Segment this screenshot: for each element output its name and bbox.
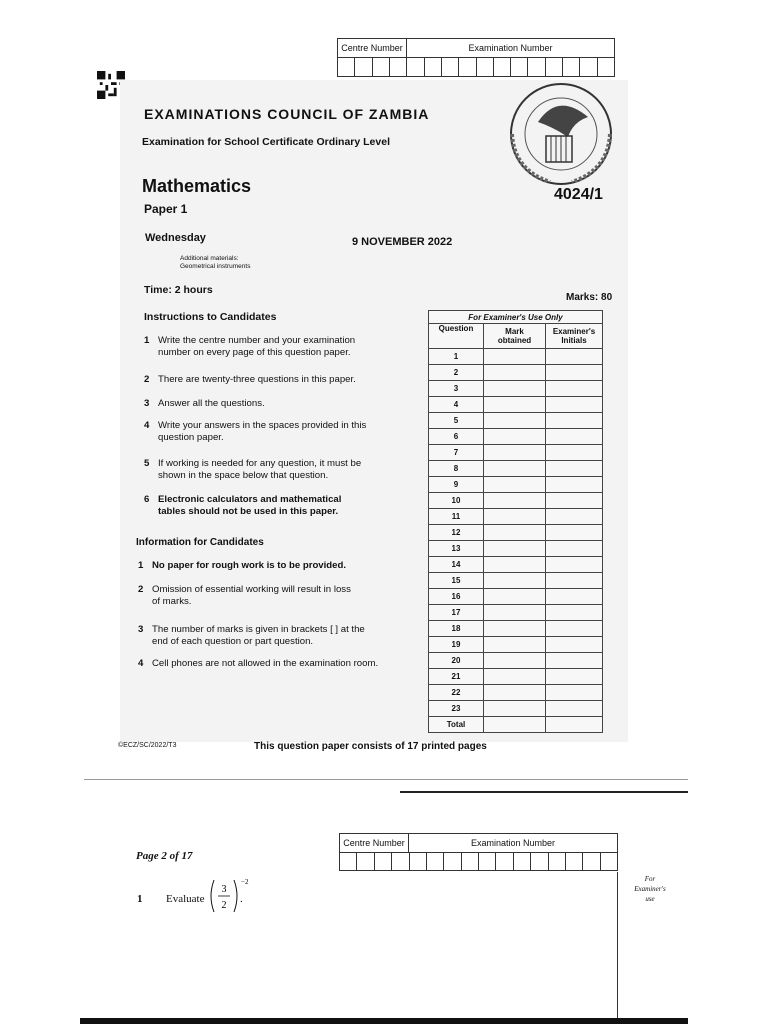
initials-cell[interactable] (546, 589, 603, 605)
examiner-table-row (429, 541, 603, 557)
question-number: 1 (137, 893, 143, 905)
examiner-table-row (429, 637, 603, 653)
cover-page (120, 80, 628, 742)
examiner-table-row (429, 621, 603, 637)
examiner-table-row (429, 653, 603, 669)
examiner-table-row (429, 557, 603, 573)
mark-cell[interactable] (484, 445, 546, 461)
examiner-table-row (429, 685, 603, 701)
initials-cell[interactable] (546, 621, 603, 637)
header-number-box (337, 38, 615, 77)
question-cell: 12 (429, 525, 484, 541)
information-item: 2 Omission of essential working will result in loss of marks. (138, 584, 351, 607)
examiner-table-row (429, 461, 603, 477)
mark-cell[interactable] (484, 621, 546, 637)
initials-cell[interactable] (546, 381, 603, 397)
initials-cell[interactable] (546, 413, 603, 429)
instruction-item: 1 Write the centre number and your examination number on every page of this question paper. (144, 335, 356, 358)
subject-title: Mathematics (142, 176, 252, 196)
initials-cell[interactable] (546, 685, 603, 701)
examiner-table-row (429, 509, 603, 525)
mark-cell[interactable] (484, 381, 546, 397)
question-cell: 9 (429, 477, 484, 493)
initials-cell[interactable] (546, 397, 603, 413)
question-cell: 6 (429, 429, 484, 445)
mark-cell[interactable] (484, 397, 546, 413)
examiner-margin-line (617, 872, 618, 1024)
examiner-use-note: For Examiner's use (634, 875, 666, 903)
bottom-edge-bar (80, 1018, 688, 1024)
examiner-table-row (429, 477, 603, 493)
examiner-table-row (429, 381, 603, 397)
exam-level: Examination for School Certificate Ordinary Level (142, 136, 390, 148)
information-item: 4 Cell phones are not allowed in the examination room. (138, 658, 379, 669)
examiner-table-total-row (429, 717, 603, 733)
paper-number: Paper 1 (144, 202, 188, 216)
examiner-table-caption: For Examiner's Use Only (429, 311, 603, 324)
initials-cell[interactable] (546, 701, 603, 717)
mark-cell[interactable] (484, 701, 546, 717)
information-item: 3 The number of marks is given in brackets [ ] at the end of each question or part question. (138, 624, 365, 647)
question-cell: 13 (429, 541, 484, 557)
council-name: EXAMINATIONS COUNCIL OF ZAMBIA (144, 106, 430, 122)
initials-cell[interactable] (546, 349, 603, 365)
initials-cell[interactable] (546, 573, 603, 589)
question-cell: 16 (429, 589, 484, 605)
initials-cell[interactable] (546, 653, 603, 669)
instruction-item: 3 Answer all the questions. (144, 398, 265, 409)
question-cell: 11 (429, 509, 484, 525)
instructions-heading: Instructions to Candidates (144, 311, 277, 323)
examiner-table-row (429, 573, 603, 589)
initials-cell[interactable] (546, 525, 603, 541)
additional-materials-label: Additional materials: (180, 255, 239, 262)
examiner-table-row (429, 493, 603, 509)
examiner-table-row (429, 397, 603, 413)
mark-cell[interactable] (484, 477, 546, 493)
examiner-table-row (429, 413, 603, 429)
question-cell: 23 (429, 701, 484, 717)
question-cell: 10 (429, 493, 484, 509)
initials-cell[interactable] (546, 509, 603, 525)
question-cell: 19 (429, 637, 484, 653)
centre-number-label: Centre Number (340, 834, 409, 852)
page-divider (400, 791, 688, 793)
question-cell: 15 (429, 573, 484, 589)
question-cell: 14 (429, 557, 484, 573)
initials-cell[interactable] (546, 477, 603, 493)
examiner-table-row (429, 365, 603, 381)
council-seal-icon (498, 82, 624, 194)
total-marks: Marks: 80 (566, 292, 613, 303)
initials-cell[interactable] (546, 461, 603, 477)
page2-number-box (339, 833, 618, 871)
exam-date: 9 NOVEMBER 2022 (352, 236, 453, 248)
mark-cell[interactable] (484, 365, 546, 381)
initials-cell[interactable] (546, 445, 603, 461)
mark-cell[interactable] (484, 349, 546, 365)
initials-cell[interactable] (546, 669, 603, 685)
total-mark-cell[interactable] (484, 717, 546, 733)
total-initials-cell[interactable] (546, 717, 603, 733)
instruction-item: 2 There are twenty-three questions in this paper. (144, 374, 356, 385)
question-cell: 17 (429, 605, 484, 621)
number-cells[interactable] (338, 58, 614, 76)
examination-number-label: Examination Number (468, 43, 553, 53)
examiner-table-row (429, 669, 603, 685)
mark-cell[interactable] (484, 509, 546, 525)
question-cell: 21 (429, 669, 484, 685)
fraction-denominator: 2 (221, 900, 227, 911)
exam-day: Wednesday (145, 232, 206, 244)
col-initials: Examiner's Initials (546, 324, 603, 349)
question-cell: 20 (429, 653, 484, 669)
question-cell: 5 (429, 413, 484, 429)
mark-cell[interactable] (484, 429, 546, 445)
mark-cell[interactable] (484, 541, 546, 557)
examiner-table-row (429, 429, 603, 445)
fraction-expression (208, 876, 254, 916)
mark-cell[interactable] (484, 461, 546, 477)
information-heading: Information for Candidates (136, 537, 264, 548)
exam-time: Time: 2 hours (144, 284, 213, 296)
examiner-table-row (429, 445, 603, 461)
examiner-table-row (429, 701, 603, 717)
question-cell: 3 (429, 381, 484, 397)
mark-cell[interactable] (484, 573, 546, 589)
information-item: 1 No paper for rough work is to be provided. (138, 560, 347, 571)
col-question: Question (429, 324, 484, 349)
examiner-table-row (429, 605, 603, 621)
examination-number-label: Examination Number (470, 838, 556, 848)
question-cell: 18 (429, 621, 484, 637)
page-divider (84, 779, 688, 780)
centre-number-label: Centre Number (338, 39, 407, 57)
examiner-table-row (429, 525, 603, 541)
question-cell: 1 (429, 349, 484, 365)
mark-cell[interactable] (484, 605, 546, 621)
question-cell: 4 (429, 397, 484, 413)
footer-pages: This question paper consists of 17 printed pages (254, 741, 487, 752)
question-cell: 8 (429, 461, 484, 477)
mark-cell[interactable] (484, 413, 546, 429)
total-label: Total (429, 717, 484, 733)
initials-cell[interactable] (546, 493, 603, 509)
number-cells[interactable] (340, 853, 617, 871)
question-cell: 22 (429, 685, 484, 701)
mark-cell[interactable] (484, 685, 546, 701)
initials-cell[interactable] (546, 429, 603, 445)
footer-code: ©ECZ/SC/2022/T3 (118, 742, 177, 749)
mark-cell[interactable] (484, 557, 546, 573)
page-number: Page 2 of 17 (136, 850, 193, 862)
instruction-item: 5 If working is needed for any question, it must be shown in the space below that question. (144, 458, 362, 481)
mark-cell[interactable] (484, 525, 546, 541)
initials-cell[interactable] (546, 365, 603, 381)
mark-cell[interactable] (484, 669, 546, 685)
question-cell: 7 (429, 445, 484, 461)
exponent: −2 (241, 878, 249, 886)
mark-cell[interactable] (484, 493, 546, 509)
question-text: Evaluate (166, 893, 205, 905)
question-end: . (240, 893, 243, 905)
col-mark: Mark obtained (484, 324, 546, 349)
additional-materials: Geometrical instruments (180, 263, 251, 270)
instruction-item: 6 Electronic calculators and mathematical tables should not be used in this paper. (144, 494, 342, 517)
mark-cell[interactable] (484, 589, 546, 605)
fraction-numerator: 3 (221, 884, 227, 895)
examiner-table-row (429, 349, 603, 365)
mark-cell[interactable] (484, 653, 546, 669)
examiner-use-table (428, 310, 603, 733)
paper-code: 4024/1 (554, 186, 603, 203)
initials-cell[interactable] (546, 541, 603, 557)
initials-cell[interactable] (546, 605, 603, 621)
examiner-table-row (429, 589, 603, 605)
initials-cell[interactable] (546, 637, 603, 653)
initials-cell[interactable] (546, 557, 603, 573)
question-cell: 2 (429, 365, 484, 381)
instruction-item: 4 Write your answers in the spaces provided in this question paper. (144, 420, 367, 443)
mark-cell[interactable] (484, 637, 546, 653)
